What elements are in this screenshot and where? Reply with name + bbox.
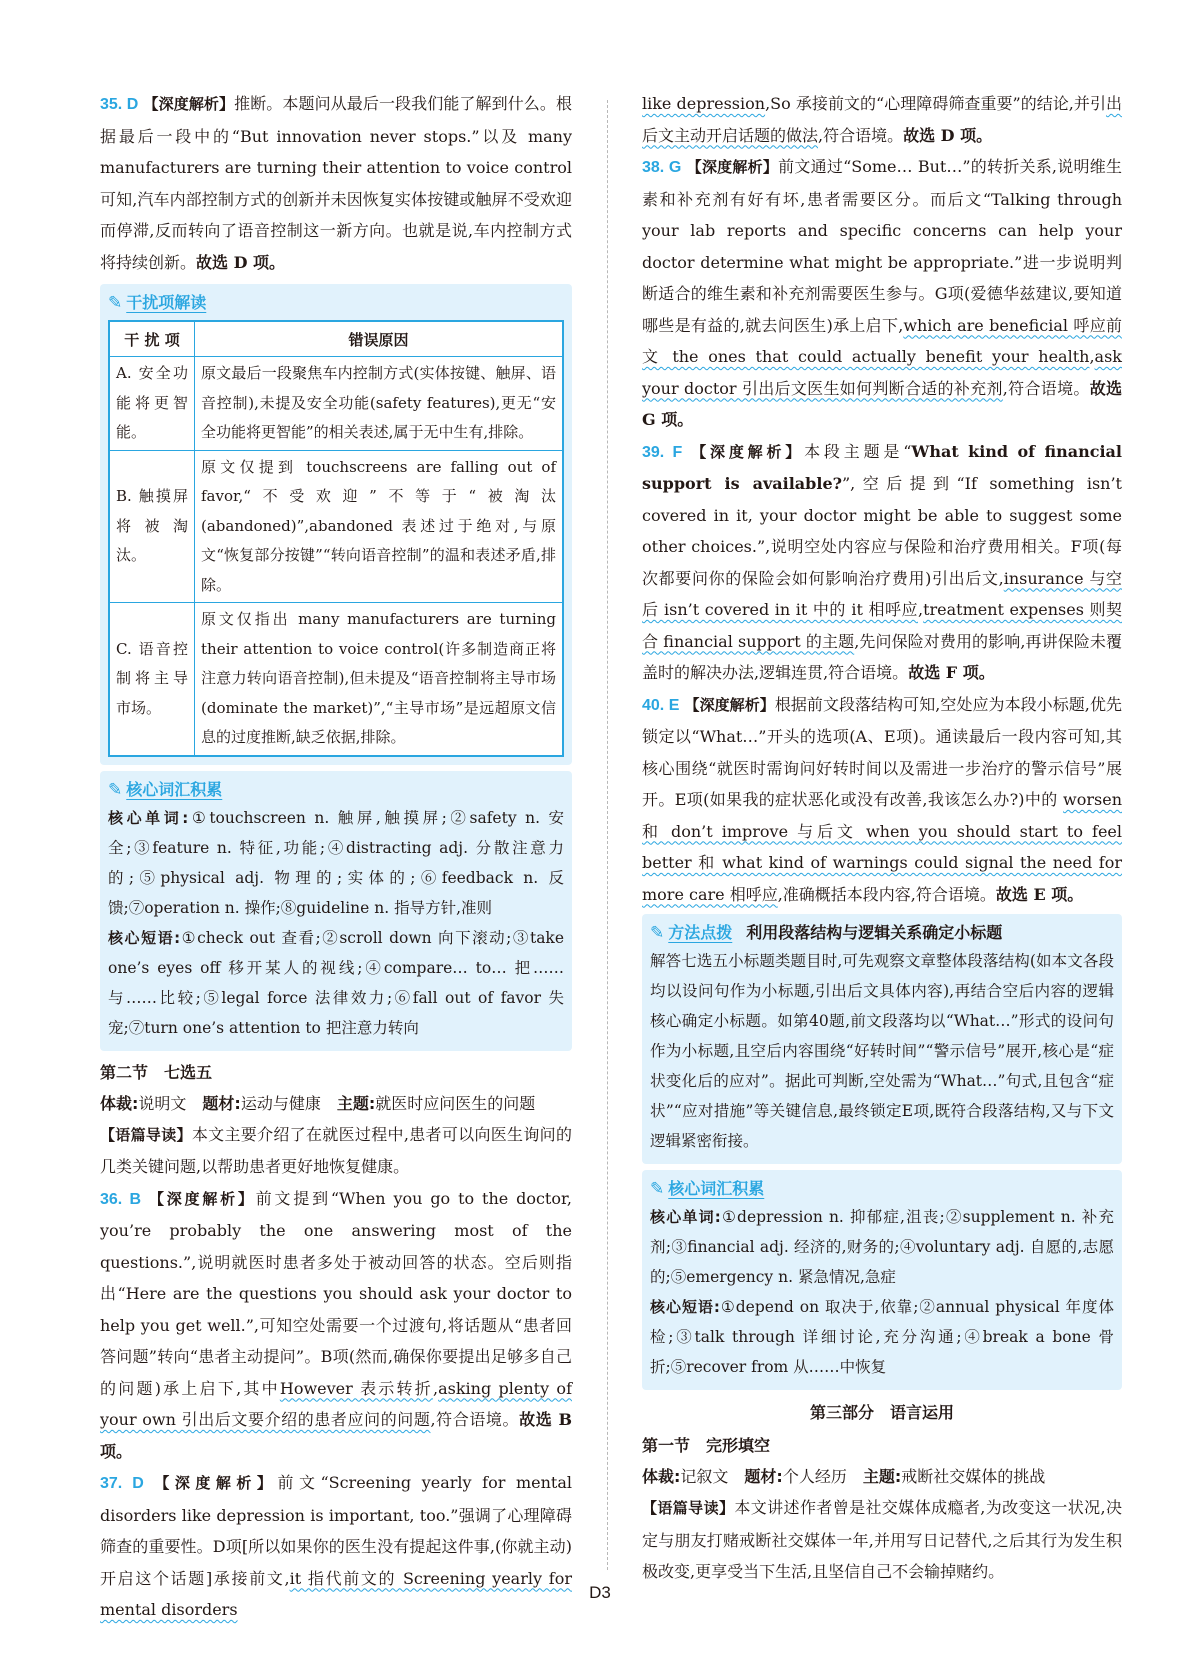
method-box bbox=[642, 914, 1122, 1164]
q37-continued: like depression,So 承接前文的“心理障碍筛查重要”的结论,并引出后文主动开启话题的做法,符合语境。故选 D 项。 bbox=[642, 94, 1123, 145]
page-number: D3 bbox=[589, 1583, 611, 1602]
q36: 36. B 【深度解析】前文提到“When you go to the doctor, you’re probably the one answering most of the questions.”,说明就医时患者多处于被动回答的状态。空后则指出“Here are the questions you should ask your doctor to help you get well.”,可知空处需要一个过渡句,将话题从“患者回答问题”转向“患者主动提问”。B项(然而,确保你要提出足够多自己的问题)承上启下,其中However 表示转折,asking plenty of your own 引出后文要介绍的患者应问的问题,符合语境。故选 B 项。 bbox=[100, 1188, 572, 1461]
reason-cell: 原文仅指出 many manufacturers are turning their attention to voice control(许多制造商正将注意力转向语音控制),但未提及“语音控制将主导市场(dominate the market)”,“主导市场”是远超原文信息的过度推断,缺乏依据,排除。 bbox=[195, 603, 564, 756]
pencil-icon: ✎ bbox=[108, 293, 123, 313]
passage-guide: 【语篇导读】本文讲述作者曾是社交媒体成瘾者,为改变这一状况,决定与朋友打赌戒断社交媒体一年,并用写日记替代,之后其行为发生积极改变,更享受当下生活,且坚信自己不会输掉赌约。 bbox=[642, 1498, 1122, 1581]
q39: 39. F 【深度解析】本段主题是“What kind of financial support is available?”,空后提到“If something isn’t covered in it, your doctor might be able to suggest some other choices.”,说明空处内容应与保险和治疗费用相关。F项(每次都要问你的保险会如何影响治疗费用)引出后文,insurance 与空后 isn’t covered in it 中的 it 相呼应,treatment expenses 则契合 financial support 的主题,先问保险对费用的影响,再讲保险未覆盖时的解决办法,逻辑连贯,符合语境。故选 F 项。 bbox=[642, 441, 1122, 682]
vocab-box-1 bbox=[100, 771, 572, 1051]
vocab-heading: ✎ 核心词汇积累 bbox=[650, 1176, 1114, 1202]
reason-cell: 原文仅提到 touchscreens are falling out of favor,“不受欢迎”不等于“被淘汰(abandoned)”,abandoned 表述过于绝对,与原文“恢复部分按键”“转向语音控制”的温和表述矛盾,排除。 bbox=[195, 450, 564, 603]
q35-text: 推断。本题问从最后一段我们能了解到什么。根据最后一段中的“But innovation never stops.”以及 many manufacturers are turning their attention to voice control 可知,汽车内部控制方式的创新并未因恢复实体按键或触屏不受欢迎而停滞,反而转向了语音控制这一新方向。也就是说,车内控制方式将持续创新。 bbox=[100, 94, 572, 272]
table-row bbox=[109, 450, 563, 603]
q37: 37. D 【深度解析】前文“Screening yearly for mental disorders like depression is important, too.”强调了心理障碍筛查的重要性。D项[所以如果你的医生没有提起这件事,(你就主动)开启这个话题]承接前文,it 指代前文的 Screening yearly for mental disorders bbox=[100, 1473, 572, 1619]
vocab-heading: ✎ 核心词汇积累 bbox=[108, 777, 564, 803]
vocab-phrases: 核心短语:①check out 查看;②scroll down 向下滚动;③take one’s eyes off 移开某人的视线;④compare… to… 把……与……比较;⑤legal force 法律效力;⑥fall out of favor 失宠;⑦turn one’s attention to 把注意力转向 bbox=[108, 928, 564, 1037]
right-column bbox=[642, 88, 1122, 1588]
section-title: 第二节 七选五 bbox=[100, 1062, 213, 1082]
pencil-icon: ✎ bbox=[650, 1179, 665, 1199]
pencil-icon: ✎ bbox=[650, 923, 665, 943]
column-divider bbox=[607, 100, 608, 1570]
table-header-option: 干 扰 项 bbox=[109, 321, 195, 357]
section-meta: 体裁:说明文 题材:运动与健康 主题:就医时应问医生的问题 bbox=[100, 1093, 536, 1113]
passage-guide: 【语篇导读】本文主要介绍了在就医过程中,患者可以向医生询问的几类关键问题,以帮助患者更好地恢复健康。 bbox=[100, 1124, 572, 1176]
part-title: 第三部分 语言运用 bbox=[809, 1403, 954, 1422]
distractor-box bbox=[100, 284, 572, 765]
q35-number: 35. D bbox=[100, 96, 139, 113]
vocab-words: 核心单词:①touchscreen n. 触屏,触摸屏;②safety n. 安全;③feature n. 特征,功能;④distracting adj. 分散注意力的;⑤physical adj. 物理的;实体的;⑥feedback n. 反馈;⑦operation n. 操作;⑧guideline n. 指导方针,准则 bbox=[108, 808, 564, 917]
q40: 40. E 【深度解析】根据前文段落结构可知,空处应为本段小标题,优先锁定以“What…”开头的选项(A、E项)。通读最后一段内容可知,其核心围绕“就医时需询问好转时间以及需进一步治疗的警示信号”展开。E项(如果我的症状恶化或没有改善,我该怎么办?)中的 worsen 和 don’t improve 与后文 when you should start to feel better 和 what kind of warnings could signal the need for more care 相呼应,准确概括本段内容,符合语境。故选 E 项。 bbox=[642, 694, 1122, 904]
table-header-reason: 错误原因 bbox=[195, 321, 564, 357]
method-heading: ✎ 方法点拨 利用段落结构与逻辑关系确定小标题 bbox=[650, 920, 1114, 946]
section-title: 第一节 完形填空 bbox=[642, 1436, 771, 1455]
section-meta: 体裁:记叙文 题材:个人经历 主题:戒断社交媒体的挑战 bbox=[642, 1467, 1046, 1486]
vocab-box-2 bbox=[642, 1170, 1122, 1390]
distractor-table bbox=[108, 320, 564, 757]
q38: 38. G 【深度解析】前文通过“Some… But…”的转折关系,说明维生素和补充剂有好有坏,患者需要区分。而后文“Talking through your lab reports and specific concerns can help your doctor determine what might be appropriate.”进一步说明判断适合的维生素和补充剂需要医生参与。G项(爱德华兹建议,要知道哪些是有益的,就去问医生)承上启下,which are beneficial 呼应前文 the ones that could actually benefit your health,ask your doctor 引出后文医生如何判断合适的补充剂,符合语境。故选 G 项。 bbox=[642, 157, 1122, 429]
vocab-words: 核心单词:①depression n. 抑郁症,沮丧;②supplement n. 补充剂;③financial adj. 经济的,财务的;④voluntary adj. 自愿的,志愿的;⑤emergency n. 紧急情况,急症 bbox=[650, 1208, 1114, 1286]
vocab-phrases: 核心短语:①depend on 取决于,依靠;②annual physical 年度体检;③talk through 详细讨论,充分沟通;④break a bone 骨折;⑤recover from 从……中恢复 bbox=[650, 1298, 1114, 1376]
distractor-heading: ✎ 干扰项解读 bbox=[108, 290, 564, 316]
q35-answer: 故选 D 项。 bbox=[196, 252, 286, 272]
option-cell: B. 触摸屏将被淘汰。 bbox=[109, 450, 195, 603]
q35 bbox=[100, 88, 572, 278]
method-text: 解答七选五小标题类题目时,可先观察文章整体段落结构(如本文各段均以设问句作为小标题,引出后文具体内容),再结合空后内容的逻辑核心确定小标题。如第40题,前文段落均以“What…”形式的设问句作为小标题,且空后内容围绕“好转时间”“警示信号”展开,核心是“症状变化后的应对”。据此可判断,空处需为“What…”句式,且包含“症状”“应对措施”等关键信息,最终锁定E项,既符合段落结构,又与下文逻辑紧密衔接。 bbox=[650, 952, 1114, 1150]
table-row bbox=[109, 603, 563, 756]
option-cell: A. 安全功能将更智能。 bbox=[109, 357, 195, 451]
left-column bbox=[100, 88, 572, 1626]
analysis-tag: 【深度解析】 bbox=[143, 95, 235, 113]
option-cell: C. 语音控制将主导市场。 bbox=[109, 603, 195, 756]
reason-cell: 原文最后一段聚焦车内控制方式(实体按键、触屏、语音控制),未提及安全功能(safety features),更无“安全功能将更智能”的相关表述,属于无中生有,排除。 bbox=[195, 357, 564, 451]
pencil-icon: ✎ bbox=[108, 779, 123, 800]
table-row bbox=[109, 357, 563, 451]
method-title: 利用段落结构与逻辑关系确定小标题 bbox=[746, 923, 1003, 942]
